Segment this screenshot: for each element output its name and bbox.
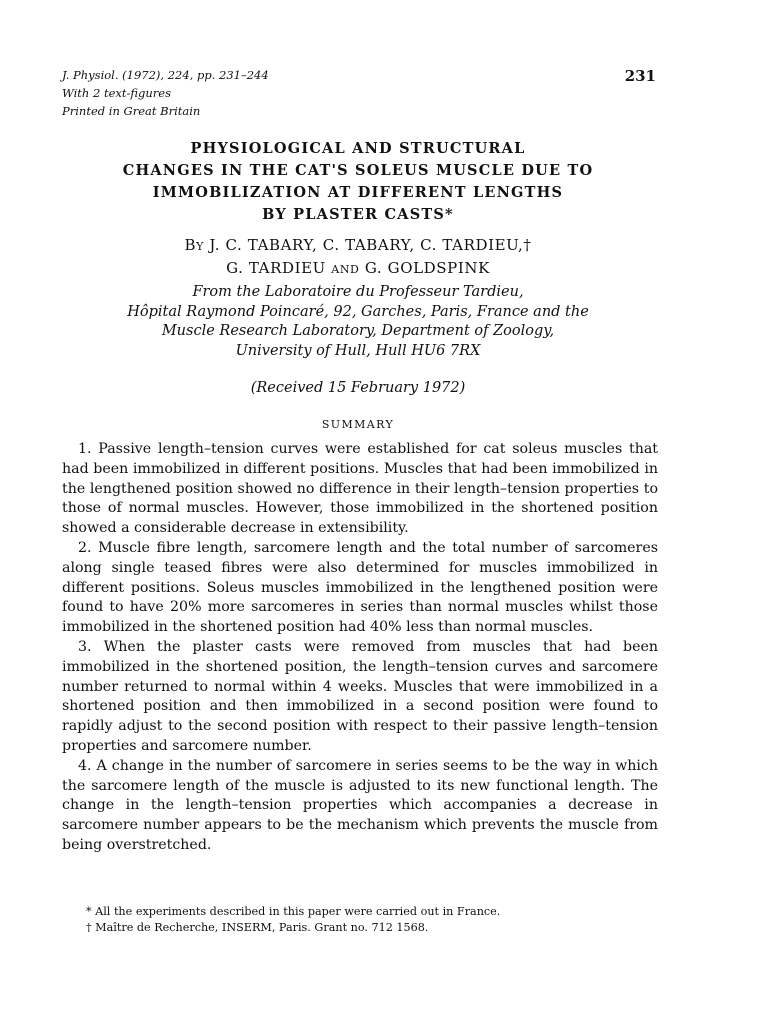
- summary-body: [62, 440, 658, 856]
- affiliation-line: From the Laboratoire du Professeur Tardieu,: [192, 284, 524, 300]
- summary-heading: SUMMARY: [321, 418, 395, 431]
- figures-note: With 2 text-figures: [62, 86, 172, 100]
- author-line: G. TARDIEU and G. GOLDSPINK: [226, 259, 490, 277]
- affiliation: [60, 283, 656, 361]
- summary-paragraph: 2. Muscle fibre length, sarcomere length and the total number of sarcomeres along single teased fibres were also determined for muscles immobilized in different positions. Soleus muscles immobilized in the lengthened position were found to have 20% more sarcomeres in series than normal muscles whilst those immobilized in the shortened position had 40% less than normal muscles.: [62, 539, 658, 636]
- affiliation-line: University of Hull, Hull HU6 7RX: [235, 342, 481, 359]
- summary-paragraph: 3. When the plaster casts were removed from muscles that had been immobilized in the shortened position, the length–tension curves and sarcomere number returned to normal within 4 weeks. Muscles that were immobilized in a shortened position and then immobilized in a second position were found to rapidly adjust to the second position with respect to their passive length–tension properties and sarcomere number.: [62, 638, 658, 754]
- summary-paragraph: 4. A change in the number of sarcomere in series seems to be the way in which the sarcomere length of the muscle is adjusted to its new functional length. The change in the length–tension properties which accompanies a decrease in sarcomere number appears to be the mechanism which prevents the muscle from being overstretched.: [62, 757, 658, 853]
- author-list: [60, 234, 656, 280]
- journal-citation: J. Physiol. (1972), 224, pp. 231–244: [62, 68, 269, 82]
- title-line: CHANGES IN THE CAT'S SOLEUS MUSCLE DUE TO: [122, 162, 594, 179]
- summary-paragraph: 1. Passive length–tension curves were established for cat soleus muscles that had been immobilized in different positions. Muscles that had been immobilized in the lengthened position showed no difference in their length–tension properties to those of normal muscles. However, those immobilized in the shortened position showed a considerable decrease in extensibility.: [62, 441, 658, 537]
- article-title: [60, 138, 656, 226]
- footnotes: [62, 904, 658, 936]
- footnote: * All the experiments described in this paper were carried out in France.: [86, 905, 501, 918]
- affiliation-line: Muscle Research Laboratory, Department of Zoology,: [161, 323, 555, 339]
- title-line: IMMOBILIZATION AT DIFFERENT LENGTHS: [152, 184, 564, 201]
- title-line: BY PLASTER CASTS*: [262, 206, 454, 223]
- footnote: † Maître de Recherche, INSERM, Paris. Grant no. 712 1568.: [86, 921, 429, 934]
- author-line: By J. C. TABARY, C. TABARY, C. TARDIEU,†: [184, 236, 532, 254]
- printed-note: Printed in Great Britain: [62, 104, 201, 118]
- received-date: (Received 15 February 1972): [250, 380, 466, 396]
- journal-header: [62, 66, 269, 120]
- title-line: PHYSIOLOGICAL AND STRUCTURAL: [190, 140, 526, 157]
- page-number: 231: [624, 67, 656, 85]
- affiliation-line: Hôpital Raymond Poincaré, 92, Garches, Paris, France and the: [127, 303, 589, 320]
